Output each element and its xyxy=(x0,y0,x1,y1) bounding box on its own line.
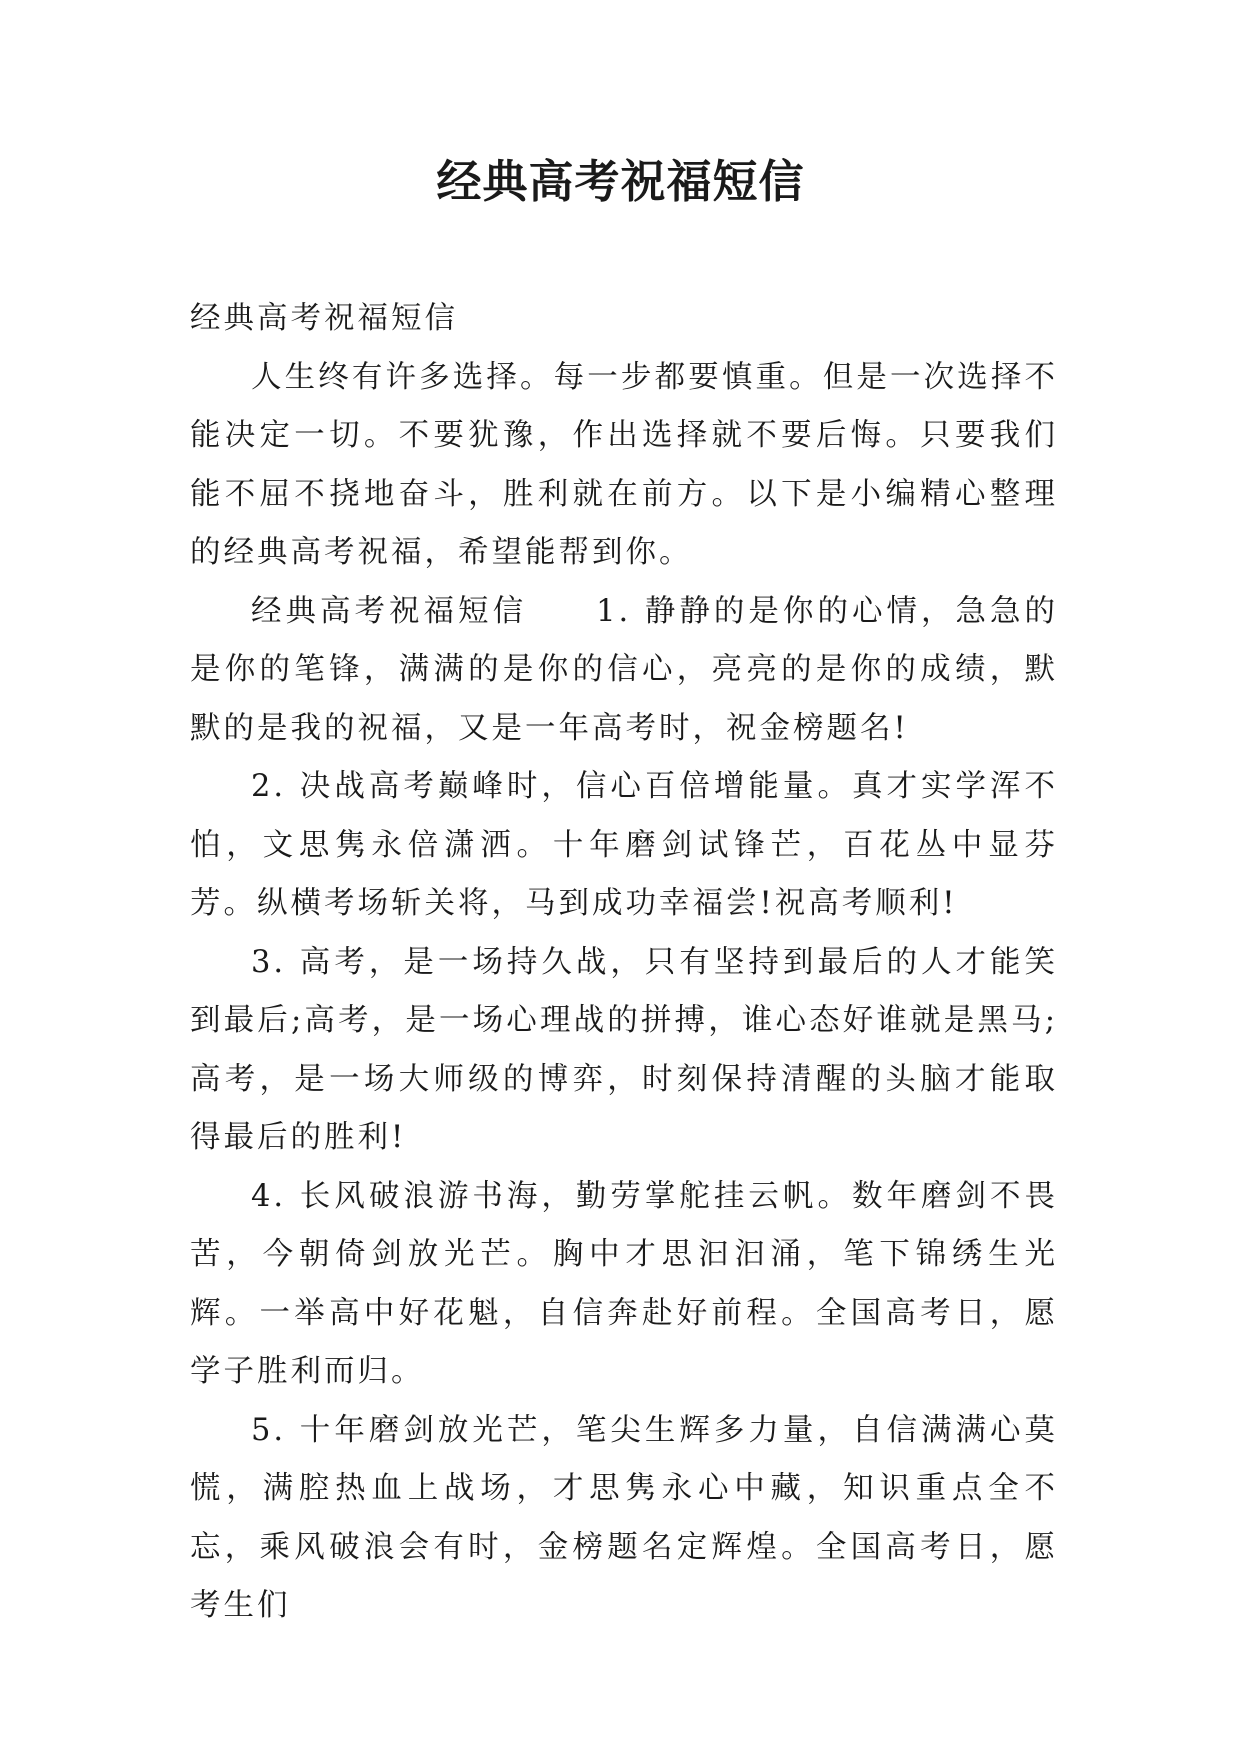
paragraph-item-4: 4. 长风破浪游书海，勤劳掌舵挂云帆。数年磨剑不畏苦，今朝倚剑放光芒。胸中才思汩汩涌，笔下锦绣生光辉。一举高中好花魁，自信奔赴好前程。全国高考日，愿学子胜利而归。 xyxy=(190,1178,1058,1389)
paragraph-item-3: 3. 高考，是一场持久战，只有坚持到最后的人才能笑到最后;高考，是一场心理战的拼搏，谁心态好谁就是黑马;高考，是一场大师级的博弈，时刻保持清醒的头脑才能取得最后的胜利! xyxy=(190,944,1058,1155)
paragraph-item-1: 经典高考祝福短信 1. 静静的是你的心情，急急的是你的笔锋，满满的是你的信心，亮亮的是你的成绩，默默的是我的祝福，又是一年高考时，祝金榜题名! xyxy=(190,593,1058,746)
paragraph-item-5: 5. 十年磨剑放光芒，笔尖生辉多力量，自信满满心莫慌，满腔热血上战场，才思隽永心中藏，知识重点全不忘，乘风破浪会有时，金榜题名定辉煌。全国高考日，愿考生们 xyxy=(190,1412,1058,1623)
paragraph-item-2: 2. 决战高考巅峰时，信心百倍增能量。真才实学浑不怕，文思隽永倍潇洒。十年磨剑试锋芒，百花丛中显芬芳。纵横考场斩关将，马到成功幸福尝!祝高考顺利! xyxy=(190,769,1058,921)
document-subtitle: 经典高考祝福短信 xyxy=(190,301,458,336)
document-body xyxy=(190,290,1058,1636)
paragraph-intro: 人生终有许多选择。每一步都要慎重。但是一次选择不能决定一切。不要犹豫，作出选择就不要后悔。只要我们能不屈不挠地奋斗，胜利就在前方。以下是小编精心整理的经典高考祝福，希望能帮到你。 xyxy=(190,359,1058,570)
document-title: 经典高考祝福短信 xyxy=(436,155,805,208)
